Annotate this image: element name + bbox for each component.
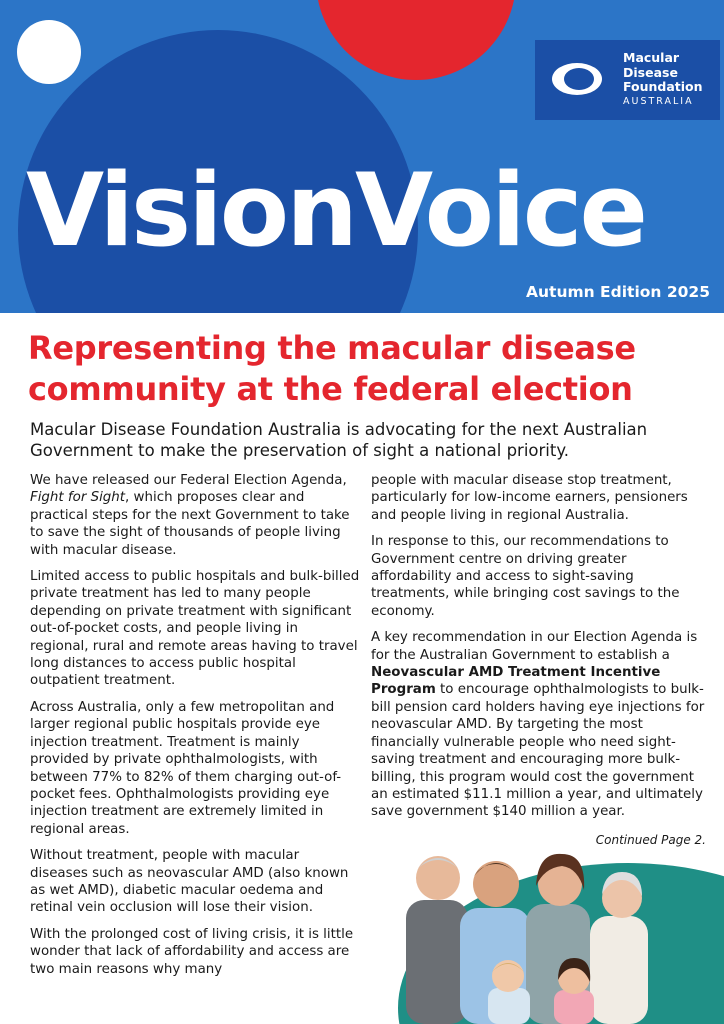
paragraph — [371, 629, 707, 820]
foundation-logo[interactable] — [535, 40, 720, 120]
paragraph-text: A key recommendation in our Election Agenda is for the Australian Government to establish a — [371, 630, 698, 663]
paragraph: In response to this, our recommendations to Government centre on driving greater affordability and access to sight-saving treatments, while bringing cost savings to the economy. — [371, 534, 680, 619]
family-photo-illustration — [378, 838, 724, 1024]
program-name: Neovascular AMD Treatment Incentive Program — [371, 665, 661, 698]
family-photo — [378, 838, 724, 1024]
paragraph: Across Australia, only a few metropolitan and larger regional public hospitals provide eye injection treatment. Treatment is mainly provided by private ophthalmologists, with between 77% to 82% of them charging out-of-pocket fees. Ophthalmologists providing eye injection treatment are extremely limited in regional areas. — [30, 699, 342, 837]
decorative-circle-red — [316, 0, 516, 80]
logo-line-2: Disease — [623, 64, 678, 80]
agenda-title: Fight for Sight — [30, 490, 126, 506]
masthead-banner — [0, 0, 724, 313]
logo-line-1: Macular — [623, 50, 680, 65]
paragraph-text: We have released our Federal Election Agenda, — [30, 473, 347, 488]
paragraph: With the prolonged cost of living crisis, it is little wonder that lack of affordability and access are two main reasons why many — [30, 926, 354, 977]
continued-link[interactable]: Continued Page 2. — [595, 833, 706, 847]
eye-logo-icon — [549, 60, 605, 98]
right-column — [371, 472, 707, 830]
left-column — [30, 472, 360, 987]
logo-wordmark — [623, 51, 703, 109]
paragraph — [30, 472, 360, 559]
logo-line-4: AUSTRALIA — [623, 95, 694, 107]
paragraph-text: to encourage ophthalmologists to bulk-bill pension card holders having eye injections for neovascular AMD. By targeting the most financially vulnerable people who need sight-saving treatment and encouraging more bulk-billing, this program would cost the government an estimated $11.1 million a year, and ultimately save government $140 million a year. — [371, 682, 705, 820]
article-subhead: Macular Disease Foundation Australia is advocating for the next Australian Government to make the preservation of sight a national priority. — [30, 420, 648, 460]
paragraph-text: , which proposes clear and practical steps for the next Government to take to save the sight of thousands of people living with macular disease. — [30, 490, 350, 558]
edition-label: Autumn Edition 2025 — [526, 283, 710, 301]
article-headline: Representing the macular disease community at the federal election — [28, 329, 636, 408]
paragraph: people with macular disease stop treatment, particularly for low-income earners, pensioners and people living in regional Australia. — [371, 473, 688, 523]
masthead-title: VisionVoice — [26, 151, 646, 269]
decorative-circle-white — [17, 20, 81, 84]
logo-line-3: Foundation — [623, 79, 703, 94]
paragraph: Limited access to public hospitals and bulk-billed private treatment has led to many people depending on private treatment with significant out-of-pocket costs, and people living in regional, rural and remote areas having to travel long distances to access public hospital outpatient treatment. — [30, 569, 360, 689]
paragraph: Without treatment, people with macular diseases such as neovascular AMD (also known as wet AMD), diabetic macular oedema and retinal vein occlusion will lose their vision. — [30, 848, 349, 916]
